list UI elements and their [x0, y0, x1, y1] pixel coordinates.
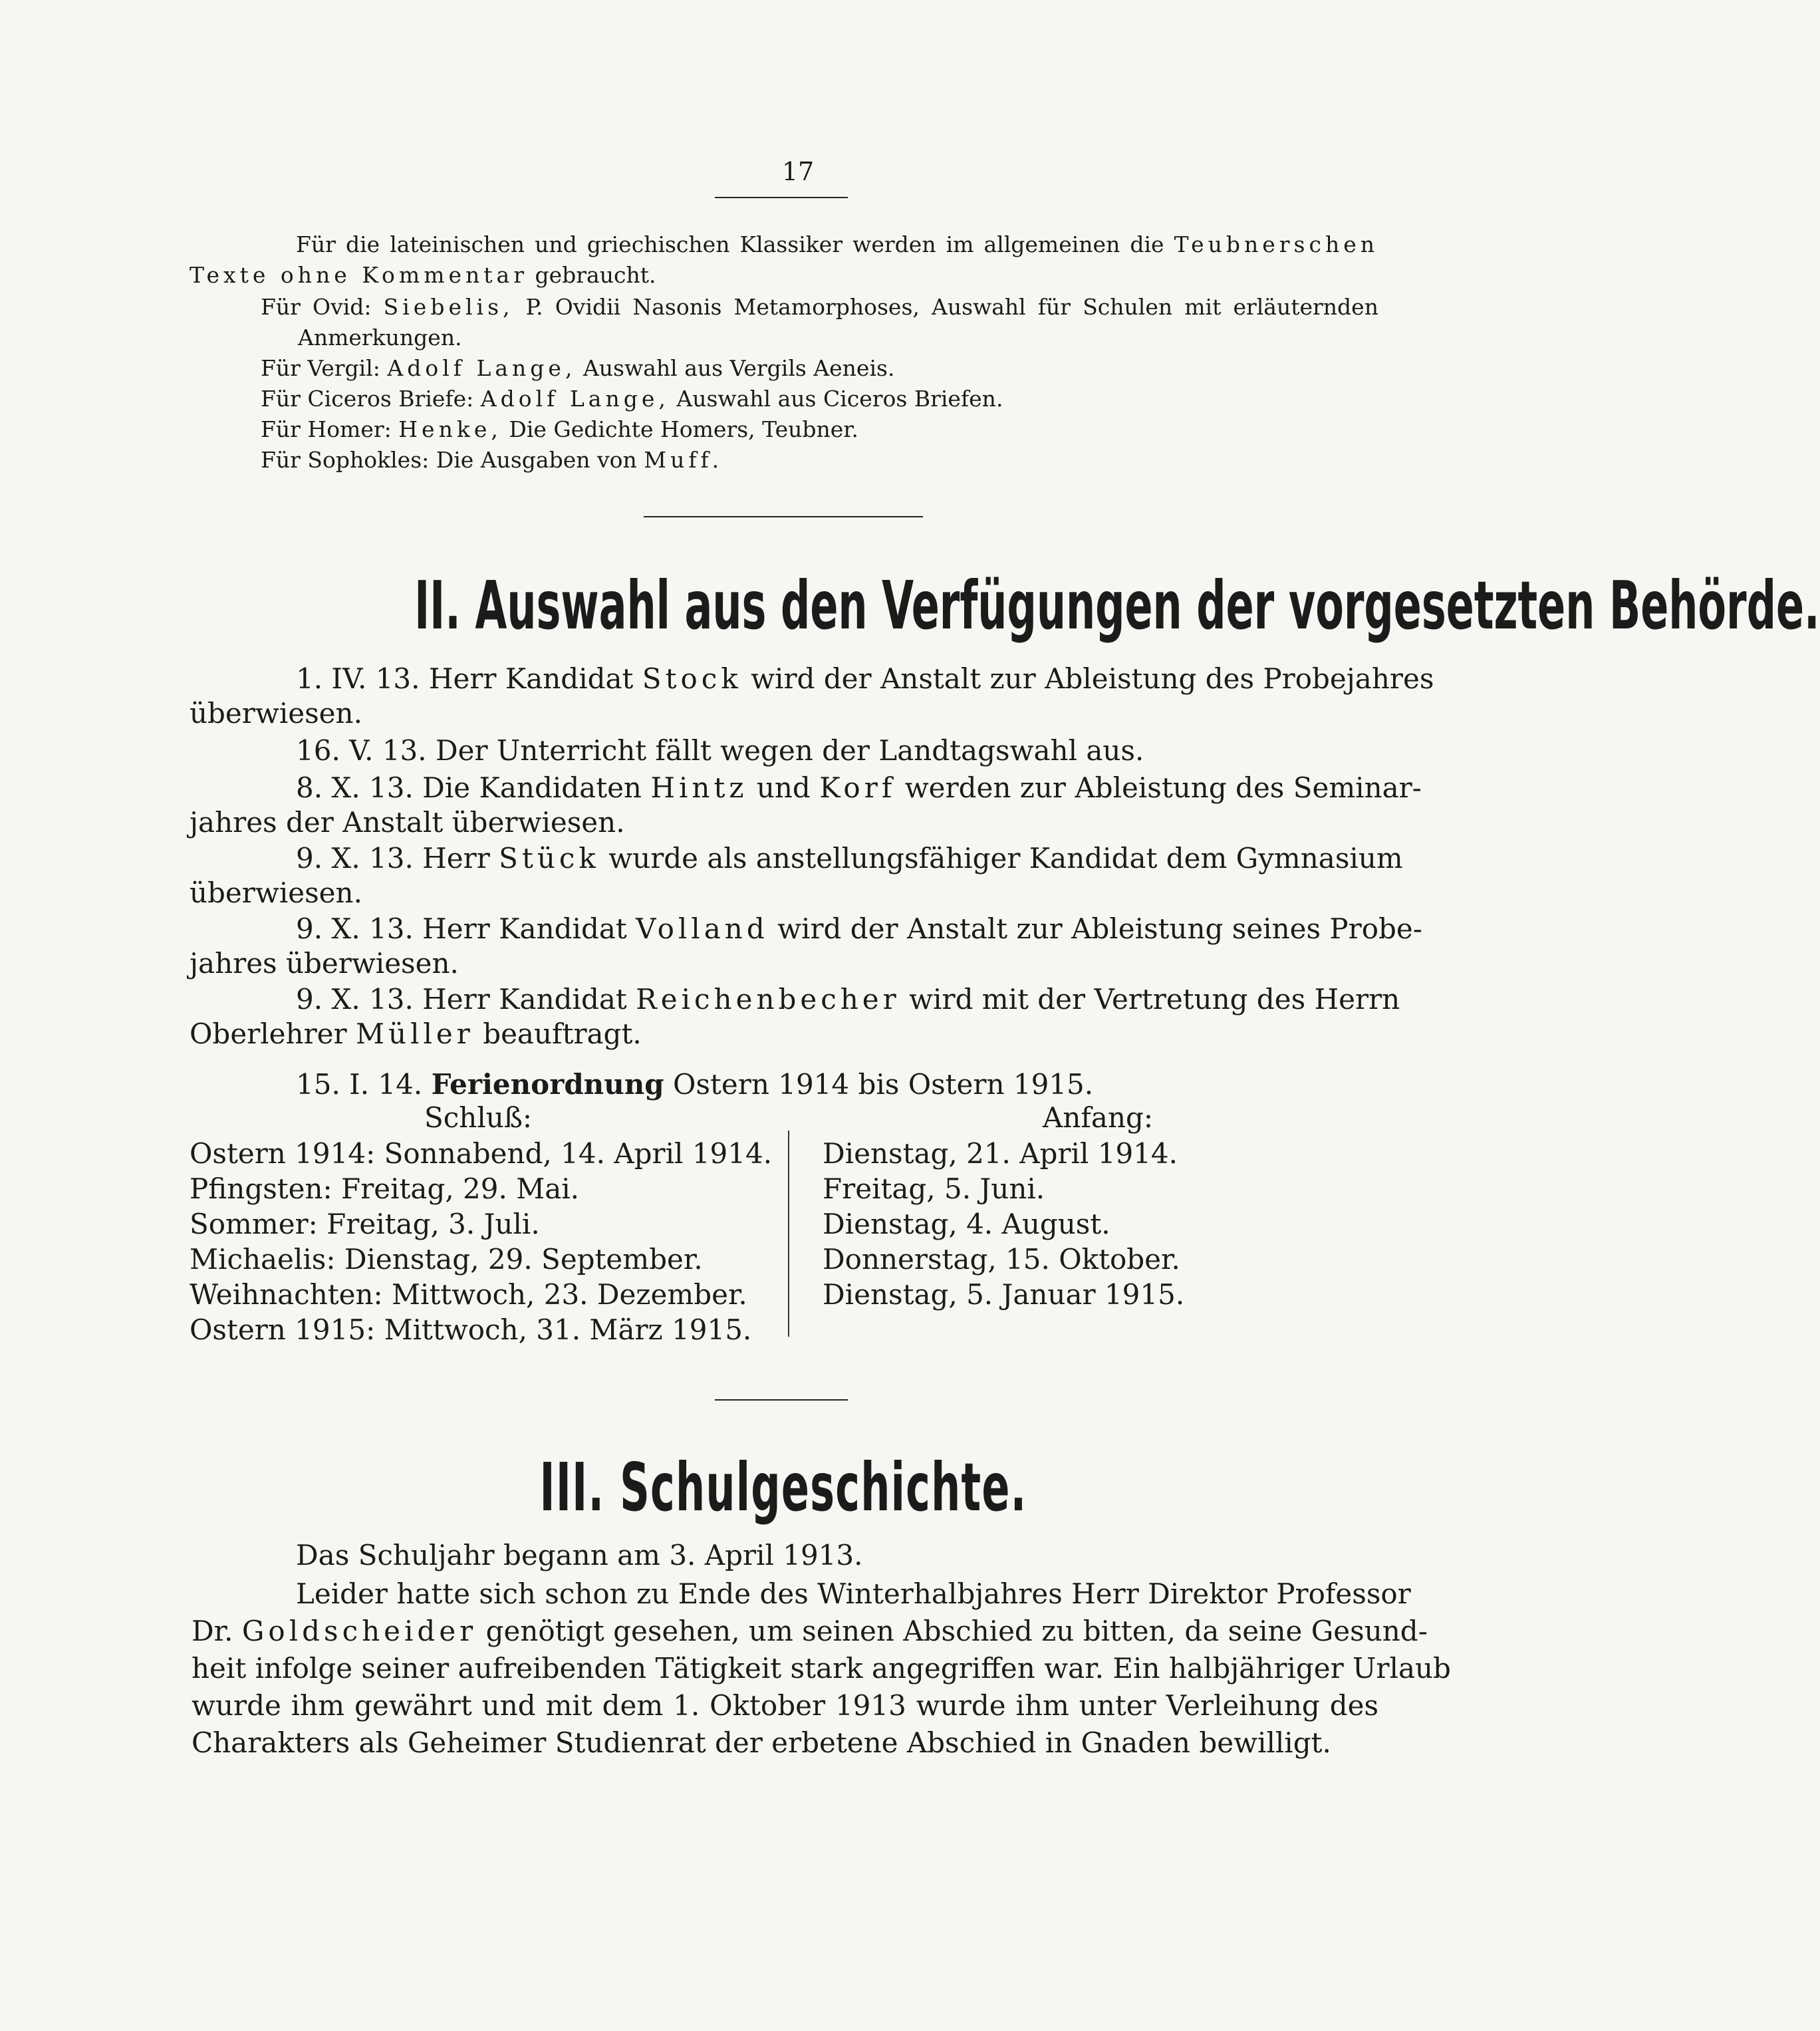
ferien-schluss-1: Ostern 1914: Sonnabend, 14. April 1914. [190, 1137, 773, 1170]
entry-3: 8. X. 13. Die Kandidaten Hintz und Korf werden zur Ableistung des Seminar- [296, 771, 1422, 804]
schulgeschichte-p1: Das Schuljahr begann am 3. April 1913. [296, 1539, 863, 1571]
ferien-schluss-5: Weihnachten: Mittwoch, 23. Dezember. [190, 1278, 747, 1311]
ferien-anfang-1: Dienstag, 21. April 1914. [823, 1137, 1178, 1170]
ferien-anfang-4: Donnerstag, 15. Oktober. [823, 1243, 1180, 1276]
ferien-anfang-5: Dienstag, 5. Januar 1915. [823, 1278, 1185, 1311]
section-divider [644, 516, 923, 517]
ferien-divider [788, 1131, 789, 1337]
entry-6: 9. X. 13. Herr Kandidat Reichenbecher wird mit der Vertretung des Herrn [296, 983, 1400, 1016]
page-number: 17 [781, 157, 815, 186]
klassiker-homer: Für Homer: Henke, Die Gedichte Homers, Teubner. [261, 416, 858, 442]
schulgeschichte-p2-line3: heit infolge seiner aufreibenden Tätigkeit stark angegriffen war. Ein halbjähriger Urlaub [192, 1652, 1451, 1685]
entry-7: 15. I. 14. Ferienordnung Ostern 1914 bis Ostern 1915. [296, 1068, 1094, 1101]
schulgeschichte-p2-line5: Charakters als Geheimer Studienrat der erbetene Abschied in Gnaden bewilligt. [192, 1726, 1331, 1759]
klassiker-sophokles: Für Sophokles: Die Ausgaben von Muff. [261, 447, 723, 473]
section-divider-2 [715, 1399, 848, 1401]
schulgeschichte-p2-line2: Dr. Goldscheider genötigt gesehen, um seinen Abschied zu bitten, da seine Gesund- [192, 1615, 1428, 1647]
klassiker-ovid-cont: Anmerkungen. [298, 325, 462, 350]
entry-5: 9. X. 13. Herr Kandidat Volland wird der Anstalt zur Ableistung seines Probe- [296, 912, 1422, 945]
entry-5-cont: jahres überwiesen. [190, 947, 459, 980]
klassiker-ovid: Für Ovid: Siebelis, P. Ovidii Nasonis Metamorphoses, Auswahl für Schulen mit erläuternden [261, 294, 1378, 320]
klassiker-intro-line2: Texte ohne Kommentar gebraucht. [190, 262, 656, 288]
section-heading-ii: II. Auswahl aus den Verfügungen der vorgesetzten Behörde. [414, 567, 1820, 644]
section-heading-iii: III. Schulgeschichte. [539, 1448, 1027, 1526]
ferien-anfang-3: Dienstag, 4. August. [823, 1208, 1110, 1240]
ferien-schluss-6: Ostern 1915: Mittwoch, 31. März 1915. [190, 1313, 752, 1346]
schulgeschichte-p2-line1: Leider hatte sich schon zu Ende des Winterhalbjahres Herr Direktor Professor [296, 1577, 1411, 1610]
entry-1-cont: überwiesen. [190, 697, 362, 730]
entry-4: 9. X. 13. Herr Stück wurde als anstellungsfähiger Kandidat dem Gymnasium [296, 842, 1403, 875]
ferien-schluss-2: Pfingsten: Freitag, 29. Mai. [190, 1172, 580, 1205]
ferien-schluss-header: Schluß: [424, 1101, 533, 1134]
ferien-anfang-header: Anfang: [1043, 1101, 1154, 1134]
entry-1: 1. IV. 13. Herr Kandidat Stock wird der Anstalt zur Ableistung des Probejahres [296, 662, 1434, 695]
entry-4-cont: überwiesen. [190, 877, 362, 909]
klassiker-intro-line1: Für die lateinischen und griechischen Klassiker werden im allgemeinen die Teubnerschen [296, 231, 1379, 257]
entry-2: 16. V. 13. Der Unterricht fällt wegen der Landtagswahl aus. [296, 734, 1144, 767]
schulgeschichte-p2-line4: wurde ihm gewährt und mit dem 1. Oktober 1913 wurde ihm unter Verleihung des [192, 1689, 1378, 1722]
ferien-schluss-3: Sommer: Freitag, 3. Juli. [190, 1208, 540, 1240]
klassiker-vergil: Für Vergil: Adolf Lange, Auswahl aus Vergils Aeneis. [261, 355, 895, 381]
klassiker-cicero: Für Ciceros Briefe: Adolf Lange, Auswahl aus Ciceros Briefen. [261, 386, 1003, 412]
page-number-rule [715, 197, 848, 198]
entry-3-cont: jahres der Anstalt überwiesen. [190, 806, 625, 839]
ferien-schluss-4: Michaelis: Dienstag, 29. September. [190, 1243, 703, 1276]
entry-6-cont: Oberlehrer Müller beauftragt. [190, 1017, 642, 1050]
ferien-anfang-2: Freitag, 5. Juni. [823, 1172, 1045, 1205]
